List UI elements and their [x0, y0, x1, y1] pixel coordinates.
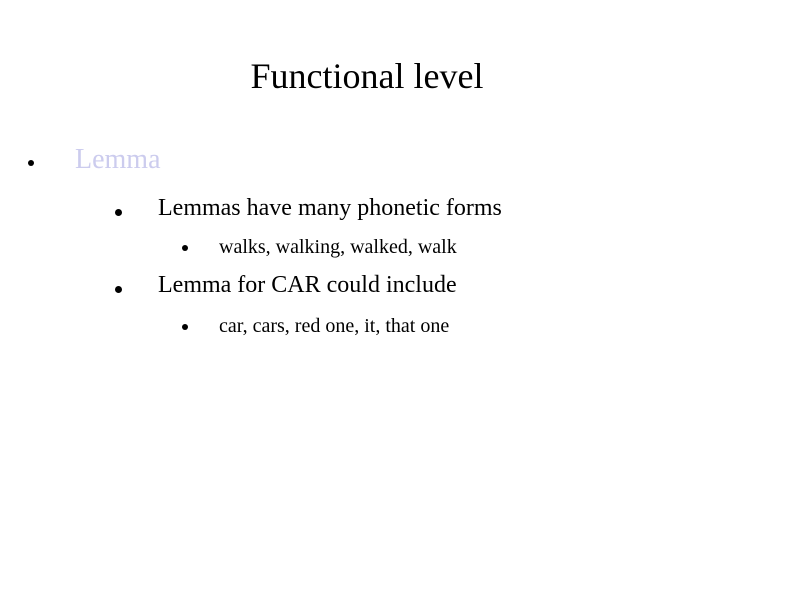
point-phonetic-forms: Lemmas have many phonetic forms [158, 195, 502, 221]
sub-point-walk-forms: walks, walking, walked, walk [219, 236, 457, 258]
bullet-dot-icon [115, 286, 122, 293]
bullet-dot-icon [28, 160, 34, 166]
point-car-lemma: Lemma for CAR could include [158, 272, 457, 298]
bullet-dot-icon [182, 245, 188, 251]
bullet-dot-icon [182, 324, 188, 330]
bullet-lemma: Lemma [75, 144, 161, 175]
sub-point-car-forms: car, cars, red one, it, that one [219, 315, 450, 337]
slide-title: Functional level [250, 56, 484, 96]
bullet-dot-icon [115, 209, 122, 216]
